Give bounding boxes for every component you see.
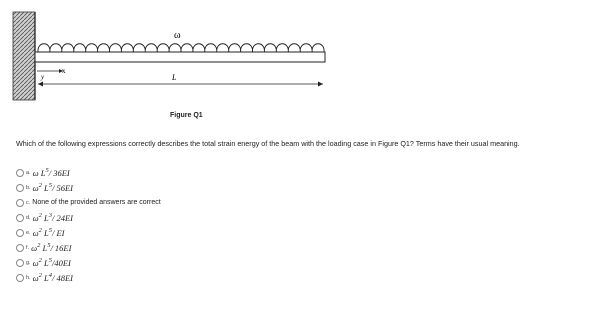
question-text: Which of the following expressions correctly describes the total strain energy of the beam with the loading case in Figure Q1? Terms have their usual meaning. bbox=[16, 139, 520, 148]
radio-button[interactable] bbox=[16, 199, 24, 207]
radio-button[interactable] bbox=[16, 214, 24, 222]
option-letter: f. bbox=[26, 244, 30, 251]
radio-button[interactable] bbox=[16, 169, 24, 177]
fixed-support-wall bbox=[13, 12, 35, 100]
radio-button[interactable] bbox=[16, 244, 24, 252]
option-letter: a. bbox=[26, 169, 31, 176]
length-arrowhead-left bbox=[38, 82, 43, 87]
option-letter: g. bbox=[26, 259, 31, 266]
y-axis-label: y bbox=[41, 73, 45, 81]
beam bbox=[35, 52, 325, 62]
option-e[interactable] bbox=[16, 225, 161, 240]
load-label: ω bbox=[174, 30, 181, 41]
option-d[interactable] bbox=[16, 210, 161, 225]
option-expression: ω $L^5/$ 36EI bbox=[32, 167, 70, 178]
option-c[interactable] bbox=[16, 195, 161, 210]
option-f[interactable] bbox=[16, 240, 161, 255]
x-axis-label: x bbox=[62, 67, 66, 75]
length-arrowhead-right bbox=[318, 82, 323, 87]
option-g[interactable] bbox=[16, 255, 161, 270]
distributed-load bbox=[38, 44, 324, 52]
option-expression: $\omega^2$ $L^5/$ 56EI bbox=[32, 182, 73, 193]
option-expression: $\omega^2$ $L^5/40EI$ bbox=[32, 257, 71, 268]
radio-button[interactable] bbox=[16, 274, 24, 282]
length-label: L bbox=[172, 73, 177, 82]
option-expression: $\omega^2$ $L^5/$ EI bbox=[32, 227, 65, 238]
option-letter: b. bbox=[26, 184, 31, 191]
option-letter: h. bbox=[26, 274, 31, 281]
load-loops bbox=[38, 44, 324, 52]
radio-button[interactable] bbox=[16, 259, 24, 267]
beam-figure bbox=[0, 0, 593, 110]
option-letter: d. bbox=[26, 214, 31, 221]
radio-button[interactable] bbox=[16, 184, 24, 192]
answer-options bbox=[16, 165, 161, 285]
option-letter: e. bbox=[26, 229, 31, 236]
option-expression: $\omega^2$ $L^3/$ 24EI bbox=[32, 212, 73, 223]
figure-caption: Figure Q1 bbox=[170, 112, 203, 119]
option-expression: $\omega^2$ $L^5/$ 16EI bbox=[31, 242, 72, 253]
option-b[interactable] bbox=[16, 180, 161, 195]
option-expression: $\omega^2$ $L^4/$ 48EI bbox=[32, 272, 73, 283]
option-h[interactable] bbox=[16, 270, 161, 285]
radio-button[interactable] bbox=[16, 229, 24, 237]
option-a[interactable] bbox=[16, 165, 161, 180]
option-expression: None of the provided answers are correct bbox=[32, 199, 161, 206]
option-letter: c. bbox=[26, 199, 31, 206]
